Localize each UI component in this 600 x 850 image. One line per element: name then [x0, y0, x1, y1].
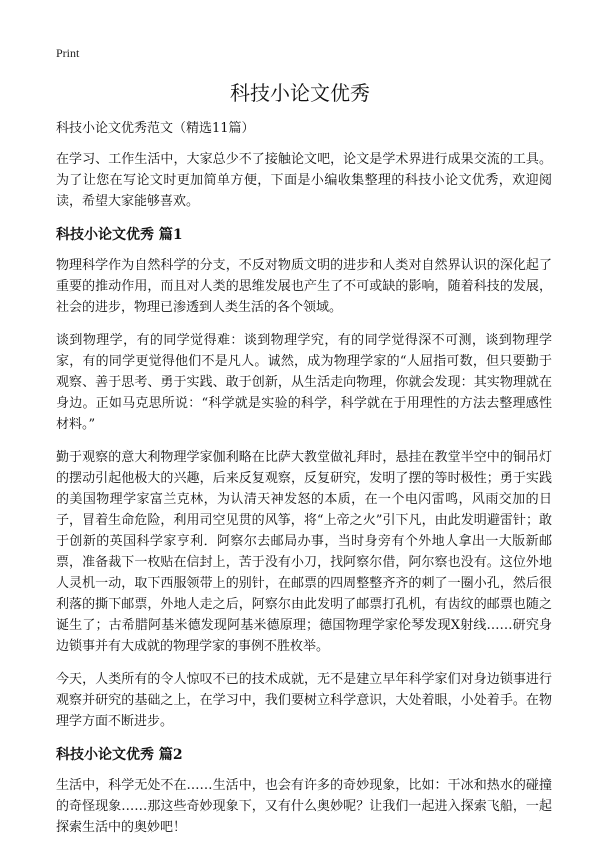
section-heading-1: 科技小论文优秀 篇1 — [56, 227, 183, 243]
section-2-paragraph-1: 生活中，科学无处不在……生活中，也会有许多的奇妙现象，比如：干冰和热水的碰撞的奇怪现象……那这些奇妙现象下，又有什么奥妙呢？让我们一起进入探索飞船，一起探索生活中的奥妙吧！ — [56, 778, 552, 835]
print-link[interactable]: Print — [56, 46, 80, 60]
intro-paragraph: 在学习、工作生活中，大家总少不了接触论文吧，论文是学术界进行成果交流的工具。为了让您在写论文时更加简单方便，下面是小编收集整理的科技小论文优秀，欢迎阅读，希望大家能够喜欢。 — [56, 152, 552, 209]
article-body — [56, 118, 552, 850]
section-1-paragraph-2: 谈到物理学，有的同学觉得难：谈到物理学究，有的同学觉得深不可测，谈到物理学家，有的同学更觉得他们不是凡人。诚然，成为物理学家的“人屈指可数，但只要勤于观察、善于思考、勇于实践、敢于创新，从生活走向物理，你就会发现：其实物理就在身边。正如马克思所说：“科学就是实验的科学，科学就在于用理性的方法去整理感性材料。” — [56, 333, 552, 432]
section-1-paragraph-3: 勤于观察的意大利物理学家伽利略在比萨大教堂做礼拜时，悬挂在教堂半空中的铜吊灯的摆动引起他极大的兴趣，后来反复观察，反复研究，发明了摆的等时极性；勇于实践的美国物理学家富兰克林，为认清天神发怒的本质，在一个电闪雷鸣，风雨交加的日子，冒着生命危险，利用司空见贯的风筝，将“上帝之火”引下凡，由此发明避雷针；敢于创新的英国科学家亨利．阿察尔去邮局办事，当时身旁有个外地人拿出一大版新邮票，准备裁下一枚贴在信封上，苦于没有小刀，找阿察尔借，阿尔察也没有。这位外地人灵机一动，取下西服领带上的别针，在邮票的四周整整齐齐的刺了一圈小孔，然后很利落的撕下邮票，外地人走之后，阿察尔由此发明了邮票打孔机，有齿纹的邮票也随之诞生了；古希腊阿基米德发现阿基米德原理；德国物理学家伦琴发现X射线……研究身边锁事并有大成就的物理学家的事例不胜枚举。 — [56, 450, 552, 654]
section-1-paragraph-4: 今天，人类所有的令人惊叹不已的技术成就，无不是建立早年科学家们对身边锁事进行观察并研究的基础之上，在学习中，我们要树立科学意识，大处着眼，小处着手。在物理学方面不断进步。 — [56, 672, 552, 729]
page-title: 科技小论文优秀 — [230, 81, 370, 105]
section-heading-2: 科技小论文优秀 篇2 — [56, 747, 183, 763]
article-subtitle: 科技小论文优秀范文（精选11篇） — [56, 121, 255, 136]
section-1-paragraph-1: 物理科学作为自然科学的分支，不反对物质文明的进步和人类对自然界认识的深化起了重要的推动作用，而且对人类的思维发展也产生了不可或缺的影响，随着科技的发展，社会的进步，物理已渗透到人类生活的各个领域。 — [56, 258, 552, 315]
